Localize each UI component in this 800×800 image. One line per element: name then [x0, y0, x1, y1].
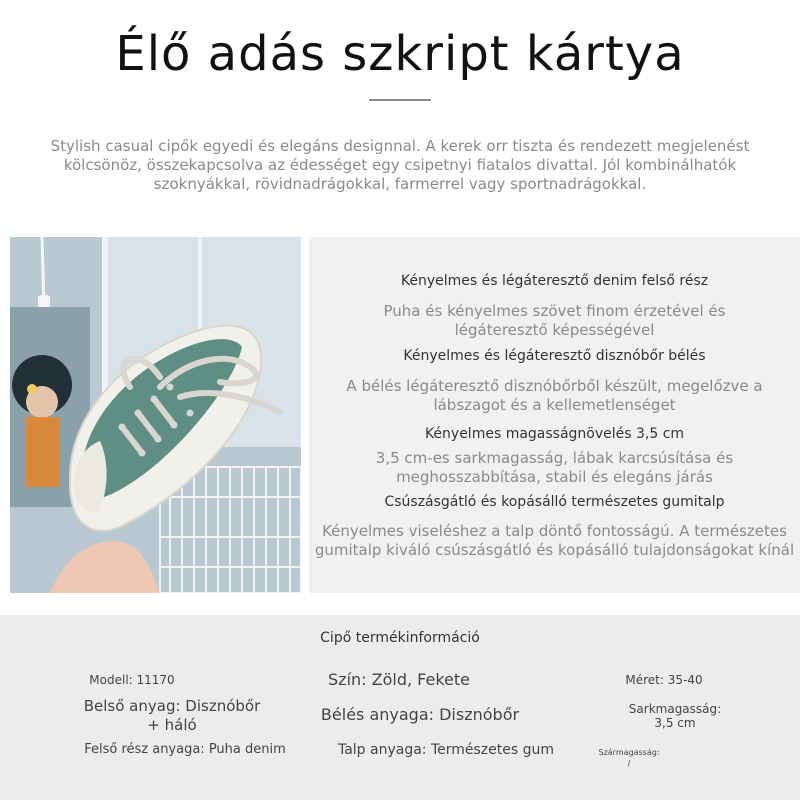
model-info: Modell: 11170 [89, 673, 175, 687]
shaft-height-info [588, 747, 670, 769]
sole-material-info: Talp anyaga: Természetes gum [337, 742, 555, 758]
shaft-height-line: / [627, 759, 631, 768]
feature-description-line: A bélés légáteresztő disznóbőrből készült, megelőzve a [346, 377, 763, 395]
feature-description-line: Kényelmes viseléshez a talp döntő fontosságú. A természetes [322, 522, 787, 540]
size-info: Méret: 35-40 [625, 673, 703, 687]
feature-description [309, 522, 800, 560]
heel-height-line: Sarkmagasság: [628, 702, 722, 716]
upper-material-info: Felső rész anyaga: Puha denim [84, 742, 286, 757]
intro-text [40, 137, 760, 194]
intro-line: szoknyákkal, rövidnadrágokkal, farmerrel vagy sportnadrágokkal. [153, 175, 647, 193]
product-info-title: Cipő termékinformáció [320, 630, 480, 646]
feature-heading: Kényelmes és légáteresztő denim felső rész [400, 273, 709, 289]
inner-material-line: + háló [147, 716, 197, 734]
title-divider [369, 99, 431, 101]
feature-description-line: 3,5 cm-es sarkmagasság, lábak karcsúsítása és [375, 449, 734, 467]
feature-heading: Csúszásgátló és kopásálló természetes gumitalp [384, 494, 725, 510]
lining-info: Bélés anyaga: Disznóbőr [320, 705, 520, 724]
inner-material-line: Belső anyag: Disznóbőr [83, 697, 261, 715]
feature-heading: Kényelmes magasságnövelés 3,5 cm [424, 426, 685, 442]
product-photo [10, 237, 301, 593]
feature-description-line: légáteresztő képességével [454, 321, 655, 339]
feature-description-line: meghosszabbítása, stabil és elegáns járás [396, 468, 713, 486]
page-title: Élő adás szkript kártya [115, 26, 685, 82]
color-info: Szín: Zöld, Fekete [328, 670, 470, 689]
inner-material-info [72, 697, 272, 735]
product-info-section [0, 615, 800, 800]
feature-description [309, 302, 800, 340]
feature-description-line: lábszagot és a kellemetlenséget [433, 396, 676, 414]
feature-panel [309, 237, 800, 593]
feature-description-line: Puha és kényelmes szövet finom érzetével és [383, 302, 726, 320]
feature-description [309, 449, 800, 487]
shoe-photo-illustration [10, 237, 301, 593]
intro-line: Stylish casual cipők egyedi és elegáns designnal. A kerek orr tiszta és rendezett megjelenést [50, 137, 750, 155]
feature-description-line: gumitalp kiváló csúszásgátló és kopásálló tulajdonságokat kínál [314, 541, 795, 559]
intro-line: kölcsönöz, összekapcsolva az édességet egy csipetnyi fiatalos divattal. Jól kombinálhatók [63, 156, 737, 174]
shaft-height-line: Szármagasság: [598, 748, 660, 757]
heel-height-info [615, 702, 735, 730]
heel-height-line: 3,5 cm [654, 716, 696, 730]
feature-description [309, 377, 800, 415]
feature-heading: Kényelmes és légáteresztő disznóbőr bélés [403, 348, 706, 364]
